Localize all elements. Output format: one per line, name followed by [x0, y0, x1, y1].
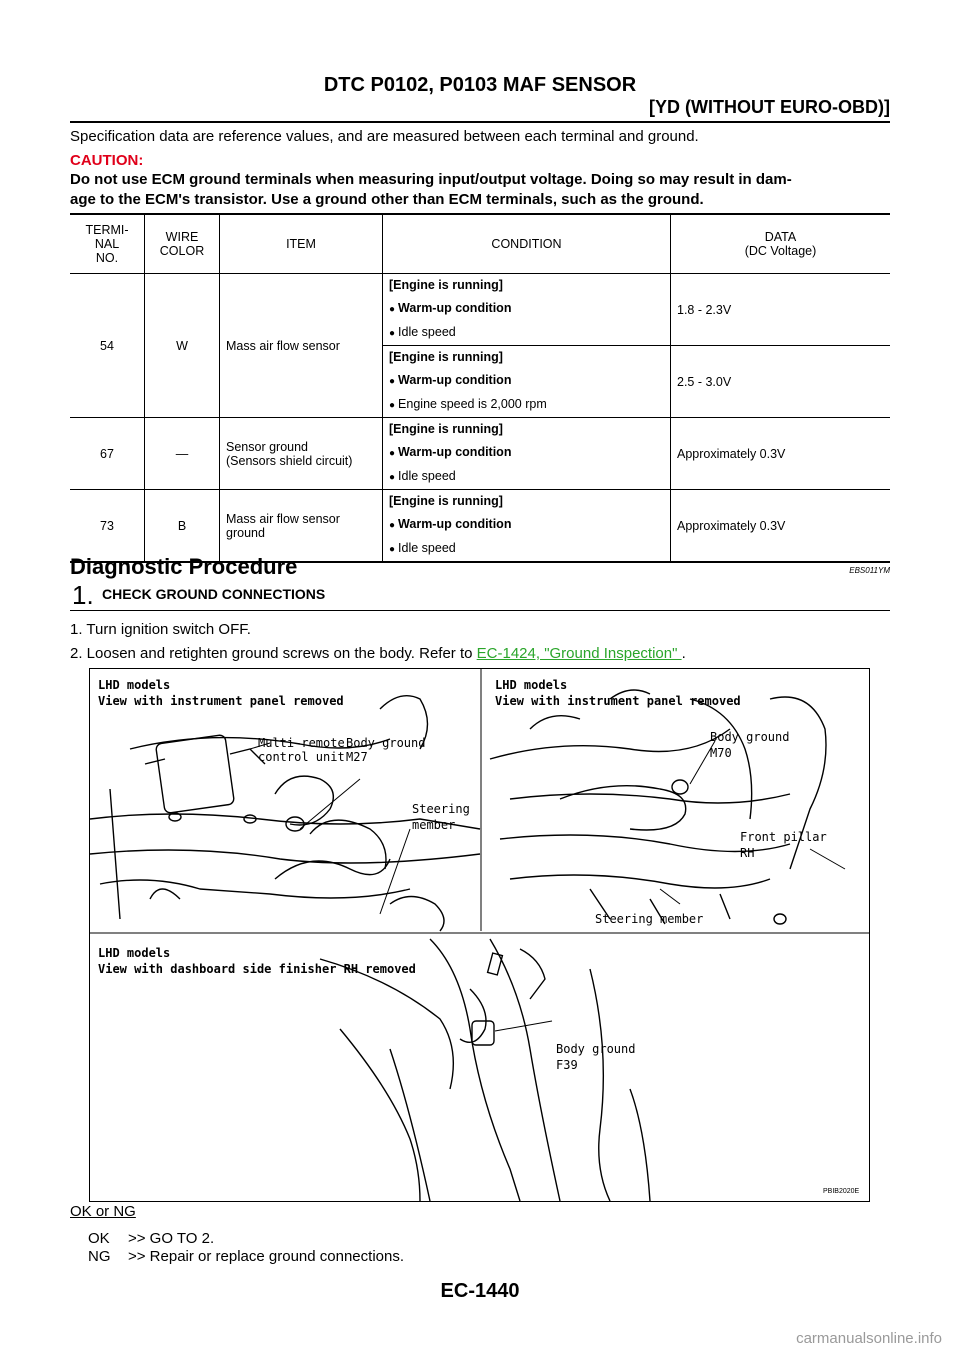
result-ng-text: >> Repair or replace ground connections. [128, 1248, 405, 1265]
condition-bullet [389, 513, 664, 537]
step-instruction-text: . [681, 645, 686, 662]
panel3-subtitle: View with dashboard side finisher RH removed [98, 962, 416, 976]
step-instruction: 1. Turn ignition switch OFF. [70, 621, 251, 638]
section-title: Diagnostic Procedure [70, 554, 298, 579]
cell-data: Approximately 0.3V [677, 446, 786, 461]
panel3-drawing [320, 939, 650, 1201]
cell-item [220, 418, 383, 490]
header-data [671, 214, 891, 274]
panel1-subtitle: View with instrument panel removed [98, 694, 344, 708]
panel1-leader-lines [250, 743, 410, 914]
page-number: EC-1440 [440, 1280, 520, 1302]
condition-bullet-text: Warm-up condition [398, 517, 512, 531]
condition-bullet-text: Warm-up condition [398, 373, 512, 387]
condition-bullet [389, 465, 664, 489]
callout-label: Body ground [710, 730, 790, 744]
header-text: (DC Voltage) [744, 244, 817, 258]
condition-bullet-text: Warm-up condition [398, 445, 512, 459]
step-number: 1. [72, 580, 94, 610]
condition-head: [Engine is running] [389, 422, 503, 436]
item-text: ground [226, 525, 265, 540]
cell-data: Approximately 0.3V [677, 518, 786, 533]
page-title: DTC P0102, P0103 MAF SENSOR [323, 74, 637, 96]
item-text: Mass air flow sensor [226, 511, 340, 526]
callout-label: member [412, 818, 456, 832]
callout-label: RH [740, 846, 755, 860]
ground-inspection-link[interactable]: EC-1424, "Ground Inspection" [476, 645, 682, 662]
cell-data: 1.8 - 2.3V [677, 302, 732, 317]
ground-location-figure [89, 668, 870, 1202]
cell-terminal: 67 [70, 418, 145, 490]
condition-bullet [389, 297, 664, 321]
header-text: WIRE [165, 230, 199, 244]
callout-label: Body ground [346, 736, 426, 750]
header-condition: CONDITION [383, 214, 671, 274]
item-text: (Sensors shield circuit) [226, 453, 353, 468]
condition-bullet [389, 441, 664, 465]
table-header-row [70, 214, 890, 274]
bullet-icon: ● [389, 544, 396, 555]
step-title: CHECK GROUND CONNECTIONS [102, 586, 326, 602]
callout-label: Body ground [556, 1042, 636, 1056]
panel2-leader-lines [660, 741, 845, 904]
panel3-leader-lines [495, 1021, 552, 1031]
result-ng [88, 1248, 404, 1265]
cell-wire: — [145, 418, 220, 490]
header-text: DATA [764, 230, 797, 244]
figure-illustration [90, 669, 869, 1201]
caution-line: Do not use ECM ground terminals when measuring input/output voltage. Doing so may result in dam- [70, 171, 792, 188]
figure-code: PBIB2020E [823, 1188, 860, 1195]
result-ng-key: NG [88, 1248, 111, 1265]
condition-bullet-text: Engine speed is 2,000 rpm [398, 397, 547, 411]
cell-condition [383, 418, 671, 490]
bullet-icon: ● [389, 304, 396, 315]
panel2-subtitle: View with instrument panel removed [495, 694, 741, 708]
result-heading: OK or NG [70, 1203, 136, 1220]
step-instruction-text: 2. Loosen and retighten ground screws on the body. Refer to [70, 645, 477, 662]
callout-label: control unit [258, 750, 345, 764]
panel2-drawing [490, 690, 826, 924]
condition-head: [Engine is running] [389, 494, 503, 508]
condition-bullet-text: Idle speed [398, 325, 456, 339]
panel2-title: LHD models [495, 678, 568, 692]
result-ok-text: >> GO TO 2. [128, 1230, 215, 1247]
cell-item [220, 490, 383, 563]
result-ok-key: OK [88, 1230, 110, 1247]
callout-label: Steering member [595, 912, 704, 926]
cell-item: Mass air flow sensor [220, 274, 383, 418]
panel1-title: LHD models [98, 678, 171, 692]
header-text: NAL [94, 237, 120, 251]
intro-text: Specification data are reference values, and are measured between each terminal and ground. [70, 128, 699, 145]
cell-data: 2.5 - 3.0V [677, 374, 732, 389]
cell-condition [383, 346, 671, 418]
bullet-icon: ● [389, 472, 396, 483]
callout-label: M70 [710, 746, 732, 760]
cell-wire: W [145, 274, 220, 418]
table-row [70, 418, 890, 490]
cell-terminal: 54 [70, 274, 145, 418]
header-item: ITEM [220, 214, 383, 274]
table-row [70, 490, 890, 563]
table-row [70, 274, 890, 346]
condition-bullet [389, 537, 664, 561]
header-wire [145, 214, 220, 274]
caution-label: CAUTION: [70, 152, 144, 169]
callout-label: Front pillar [740, 830, 827, 844]
cell-condition [383, 274, 671, 346]
bullet-icon: ● [389, 400, 396, 411]
cell-terminal: 73 [70, 490, 145, 563]
caution-text [70, 170, 892, 210]
header-rule [70, 121, 890, 123]
condition-bullet [389, 393, 664, 417]
callout-label: F39 [556, 1058, 578, 1072]
condition-bullet-text: Idle speed [398, 469, 456, 483]
cell-wire: B [145, 490, 220, 563]
section-code: EBS011YM [849, 566, 890, 575]
item-text: Sensor ground [226, 439, 309, 454]
callout-label: Steering [412, 802, 470, 816]
condition-head: [Engine is running] [389, 350, 503, 364]
header-text: TERMI- [85, 223, 129, 237]
watermark: carmanualsonline.info [796, 1330, 942, 1347]
header-text: COLOR [159, 244, 205, 258]
callout-label: M27 [346, 750, 368, 764]
panel3-title: LHD models [98, 946, 171, 960]
header-text: NO. [95, 251, 119, 265]
bullet-icon: ● [389, 376, 396, 387]
callout-label: Multi-remote [258, 736, 345, 750]
header-terminal [70, 214, 145, 274]
condition-bullet-text: Warm-up condition [398, 301, 512, 315]
page-subtitle: [YD (WITHOUT EURO-OBD)] [649, 97, 890, 117]
step-rule [70, 610, 890, 611]
bullet-icon: ● [389, 448, 396, 459]
bullet-icon: ● [389, 328, 396, 339]
condition-head: [Engine is running] [389, 278, 503, 292]
terminal-spec-table [70, 213, 890, 563]
condition-bullet [389, 369, 664, 393]
caution-line: age to the ECM's transistor. Use a ground other than ECM terminals, such as the ground. [70, 191, 704, 208]
result-ok [88, 1230, 214, 1247]
bullet-icon: ● [389, 520, 396, 531]
step-instruction [70, 645, 686, 662]
condition-bullet [389, 321, 664, 345]
cell-condition [383, 490, 671, 563]
condition-bullet-text: Idle speed [398, 541, 456, 555]
